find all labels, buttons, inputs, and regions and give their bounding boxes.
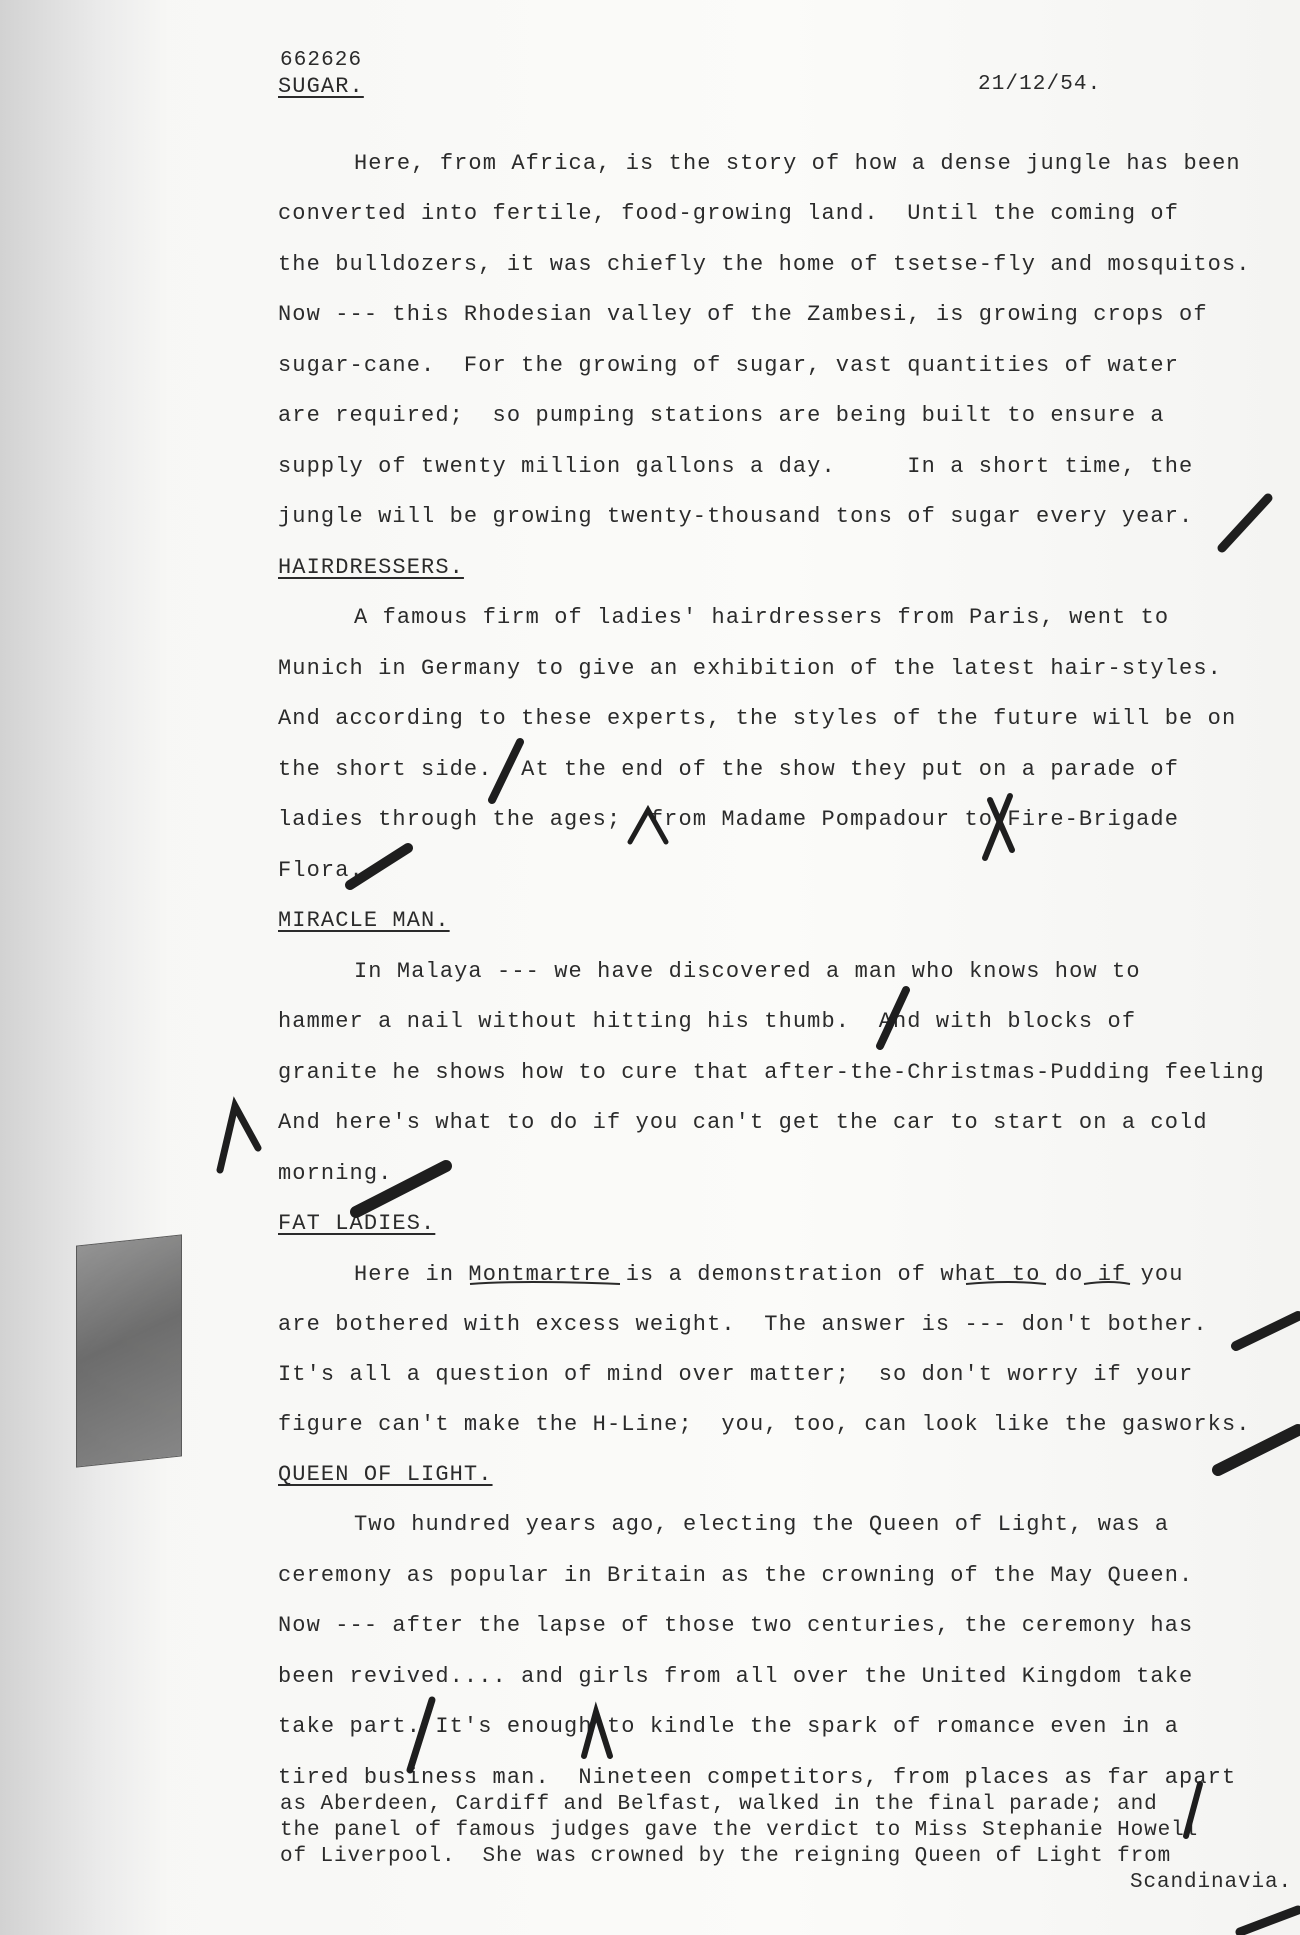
story-heading-sugar: SUGAR.: [278, 74, 364, 99]
underline-mark-icon: [1084, 1282, 1130, 1284]
story-line: And here's what to do if you can't get the car to start on a cold: [278, 1110, 1208, 1135]
story-line: are bothered with excess weight. The answer is --- don't bother.: [278, 1312, 1208, 1337]
story-line: granite he shows how to cure that after-the-Christmas-Pudding feeling: [278, 1060, 1265, 1085]
story-line: Scandinavia.: [1130, 1871, 1293, 1894]
story-line: Now --- this Rhodesian valley of the Zambesi, is growing crops of: [278, 302, 1208, 327]
story-line: And according to these experts, the styles of the future will be on: [278, 706, 1237, 731]
story-heading-queen-of-light: QUEEN OF LIGHT.: [278, 1462, 493, 1487]
story-line: take part. It's enough to kindle the spark of romance even in a: [278, 1714, 1180, 1739]
reference-number: 662626: [280, 49, 363, 72]
slash-mark-icon: [492, 742, 520, 800]
story-line: as Aberdeen, Cardiff and Belfast, walked in the final parade; and: [280, 1793, 1158, 1816]
story-line: converted into fertile, food-growing land. Until the coming of: [278, 201, 1180, 226]
caret-mark-icon: [220, 1106, 258, 1170]
story-line: Here in Montmartre is a demonstration of what to do if you: [354, 1262, 1184, 1287]
slash-mark-icon: [1236, 1316, 1298, 1346]
script-date: 21/12/54.: [978, 73, 1102, 96]
story-line: ladies through the ages; from Madame Pompadour to Fire-Brigade: [278, 807, 1180, 832]
story-heading-miracle-man: MIRACLE MAN.: [278, 908, 450, 933]
slash-mark-icon: [1186, 1784, 1200, 1836]
story-line: It's all a question of mind over matter; so don't worry if your: [278, 1362, 1194, 1387]
slash-mark-icon: [356, 1166, 446, 1212]
slash-mark-icon: [410, 1700, 432, 1770]
story-line: the panel of famous judges gave the verdict to Miss Stephanie Howell: [280, 1819, 1199, 1842]
story-line: Flora.: [278, 858, 364, 883]
cross-mark-icon: [985, 796, 1010, 858]
story-line: the short side. At the end of the show they put on a parade of: [278, 757, 1180, 782]
slash-mark-icon: [1240, 1910, 1298, 1932]
caret-mark-icon: [630, 810, 666, 842]
story-line: supply of twenty million gallons a day. In a short time, the: [278, 454, 1194, 479]
story-line: figure can't make the H-Line; you, too, can look like the gasworks.: [278, 1412, 1251, 1437]
story-line: sugar-cane. For the growing of sugar, vast quantities of water: [278, 353, 1180, 378]
story-line: of Liverpool. She was crowned by the reigning Queen of Light from: [280, 1845, 1172, 1868]
story-line: jungle will be growing twenty-thousand tons of sugar every year.: [278, 504, 1194, 529]
story-line: ceremony as popular in Britain as the crowning of the May Queen.: [278, 1563, 1194, 1588]
story-line: In Malaya --- we have discovered a man who knows how to: [354, 959, 1141, 984]
story-line: tired business man. Nineteen competitors, from places as far apart: [278, 1765, 1237, 1790]
story-heading-hairdressers: HAIRDRESSERS.: [278, 555, 464, 580]
slash-mark-icon: [350, 848, 408, 885]
story-heading-fat-ladies: FAT LADIES.: [278, 1211, 436, 1236]
story-line: the bulldozers, it was chiefly the home of tsetse-fly and mosquitos.: [278, 252, 1251, 277]
caret-mark-icon: [584, 1712, 610, 1756]
story-line: Now --- after the lapse of those two centuries, the ceremony has: [278, 1613, 1194, 1638]
story-line: are required; so pumping stations are being built to ensure a: [278, 403, 1165, 428]
story-line: Two hundred years ago, electing the Queen of Light, was a: [354, 1512, 1170, 1537]
story-line: been revived.... and girls from all over the United Kingdom take: [278, 1664, 1194, 1689]
slash-mark-icon: [1222, 498, 1268, 548]
slash-mark-icon: [1218, 1430, 1298, 1470]
story-line: morning.: [278, 1161, 393, 1186]
underline-mark-icon: [470, 1282, 620, 1284]
story-line: A famous firm of ladies' hairdressers from Paris, went to: [354, 605, 1170, 630]
story-line: Here, from Africa, is the story of how a dense jungle has been: [354, 151, 1241, 176]
underline-mark-icon: [966, 1282, 1046, 1284]
story-line: Munich in Germany to give an exhibition of the latest hair-styles.: [278, 656, 1222, 681]
slash-mark-icon: [880, 990, 906, 1046]
story-line: hammer a nail without hitting his thumb. And with blocks of: [278, 1009, 1137, 1034]
